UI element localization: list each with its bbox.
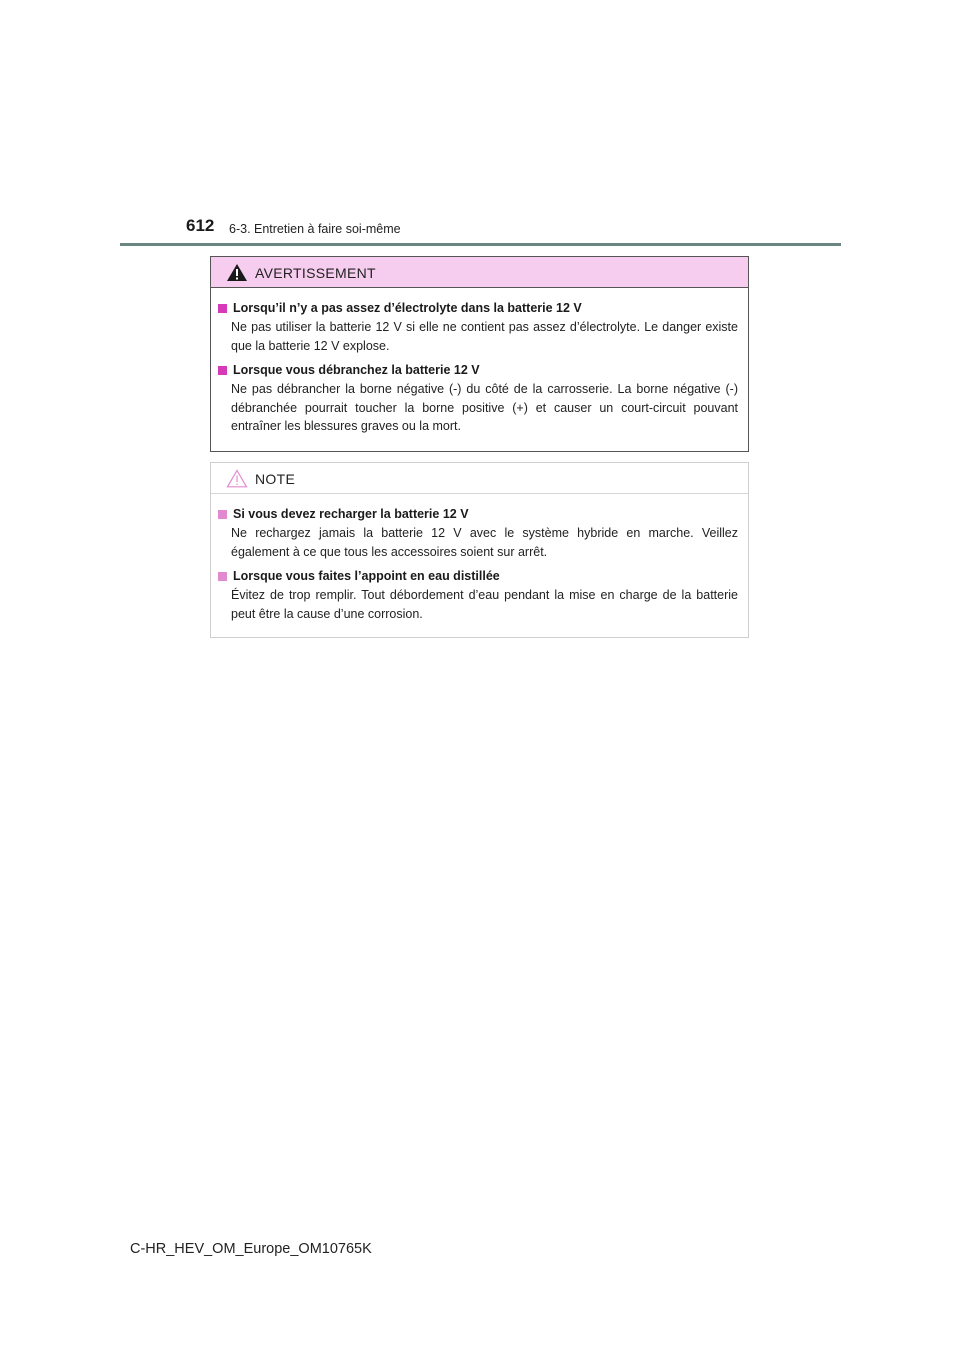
warning-triangle-outline-icon bbox=[226, 469, 248, 488]
note-item-title: Lorsque vous faites l’appoint en eau distillée bbox=[233, 569, 500, 583]
warning-item bbox=[218, 299, 738, 355]
note-item-title: Si vous devez recharger la batterie 12 V bbox=[233, 507, 469, 521]
warning-triangle-filled-icon bbox=[226, 263, 248, 282]
note-header bbox=[211, 463, 748, 494]
warning-item-text: Ne pas utiliser la batterie 12 V si elle ne contient pas assez d’électrolyte. Le danger existe que la batterie 12 V explose. bbox=[231, 320, 738, 353]
bullet-square-icon bbox=[218, 366, 227, 375]
warning-item-text: Ne pas débrancher la borne négative (-) du côté de la carrosserie. La borne négative (-) débranchée pourrait toucher la borne positive (+) et causer un court-circuit pouvant entraîner les blessures graves ou la mort. bbox=[231, 382, 738, 433]
note-item bbox=[218, 567, 738, 623]
note-item bbox=[218, 505, 738, 561]
bullet-square-icon bbox=[218, 304, 227, 313]
warning-header bbox=[211, 257, 748, 288]
page-number: 612 bbox=[186, 216, 215, 235]
note-label: NOTE bbox=[255, 471, 296, 487]
warning-item-title: Lorsqu’il n’y a pas assez d’électrolyte dans la batterie 12 V bbox=[233, 301, 582, 315]
header-rule bbox=[120, 243, 841, 246]
warning-label: AVERTISSEMENT bbox=[255, 265, 376, 281]
note-box bbox=[210, 462, 749, 638]
warning-item-title: Lorsque vous débranchez la batterie 12 V bbox=[233, 363, 480, 377]
document-id: C-HR_HEV_OM_Europe_OM10765K bbox=[130, 1241, 372, 1257]
warning-box bbox=[210, 256, 749, 452]
warning-item bbox=[218, 361, 738, 436]
note-item-text: Évitez de trop remplir. Tout débordement d’eau pendant la mise en charge de la batterie peut être la cause d’une corrosion. bbox=[231, 588, 738, 621]
note-item-text: Ne rechargez jamais la batterie 12 V avec le système hybride en marche. Veillez également à ce que tous les accessoires soient sur arrêt. bbox=[231, 526, 738, 559]
bullet-square-icon bbox=[218, 510, 227, 519]
section-title: 6-3. Entretien à faire soi-même bbox=[229, 222, 401, 236]
bullet-square-icon bbox=[218, 572, 227, 581]
